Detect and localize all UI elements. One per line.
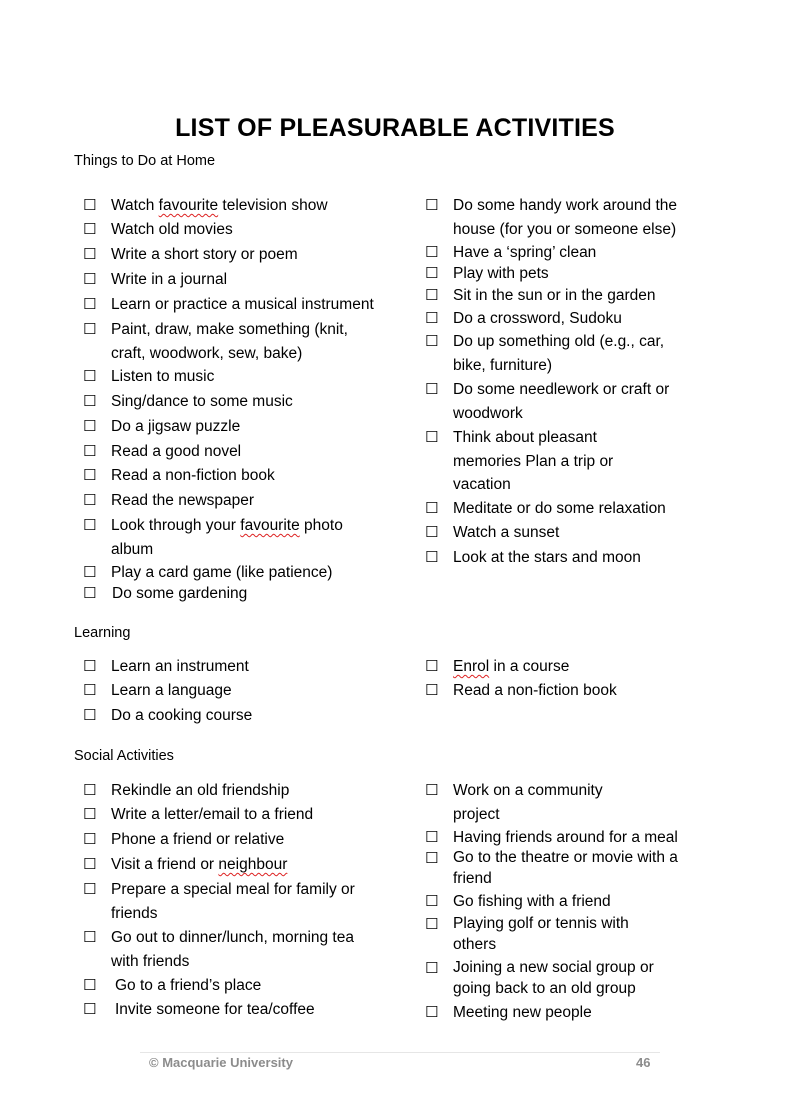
checkbox-icon[interactable]: ☐ (425, 781, 439, 799)
section-title-learning: Learning (74, 625, 131, 641)
checkbox-icon[interactable]: ☐ (425, 657, 439, 675)
checkbox-icon[interactable]: ☐ (83, 392, 97, 410)
checkbox-icon[interactable]: ☐ (83, 880, 97, 898)
checkbox-icon[interactable]: ☐ (425, 892, 439, 910)
checkbox-icon[interactable]: ☐ (83, 657, 97, 675)
checklist-item-label: Watch old movies (111, 221, 233, 238)
checkbox-icon[interactable]: ☐ (425, 309, 439, 327)
checkbox-icon[interactable]: ☐ (83, 855, 97, 873)
checklist-item-label: Sing/dance to some music (111, 393, 293, 410)
checklist-item-label: Write a letter/email to a friend (111, 806, 314, 823)
checkbox-icon[interactable]: ☐ (425, 915, 439, 933)
section-title-social: Social Activities (74, 748, 174, 764)
checklist-item-label: Go out to dinner/lunch, morning tea with friends (111, 929, 354, 970)
checkbox-icon[interactable]: ☐ (83, 1000, 97, 1018)
checklist-item-label: Do some needlework or craft or woodwork (453, 381, 670, 422)
checklist-item-label: Write in a journal (111, 271, 228, 288)
checklist-item-label: Do some gardening (112, 585, 248, 602)
checkbox-icon[interactable]: ☐ (83, 270, 97, 288)
checkbox-icon[interactable]: ☐ (83, 245, 97, 263)
checkbox-icon[interactable]: ☐ (425, 332, 439, 350)
page-title: LIST OF PLEASURABLE ACTIVITIES (175, 114, 615, 142)
checkbox-icon[interactable]: ☐ (425, 380, 439, 398)
checkbox-icon[interactable]: ☐ (83, 196, 97, 214)
checklist-item-label: Go fishing with a friend (453, 893, 611, 910)
checklist-item-label: Enrol in a course (453, 658, 570, 675)
checkbox-icon[interactable]: ☐ (425, 196, 439, 214)
checkbox-icon[interactable]: ☐ (83, 491, 97, 509)
checklist-item-label: Watch a sunset (453, 524, 560, 541)
checklist-item-label: Read a non-fiction book (111, 467, 275, 484)
checklist-item-label: Think about pleasant memories Plan a trip or vacation (453, 429, 614, 493)
checkbox-icon[interactable]: ☐ (425, 523, 439, 541)
checkbox-icon[interactable]: ☐ (425, 243, 439, 261)
checklist-item-label: Do a jigsaw puzzle (111, 418, 241, 435)
checklist-item-label: Having friends around for a meal (453, 829, 678, 846)
checklist-item-label: Sit in the sun or in the garden (453, 287, 656, 304)
checklist-item-label: Play a card game (like patience) (111, 564, 333, 581)
checkbox-icon[interactable]: ☐ (83, 295, 97, 313)
checklist-item-label: Go to a friend’s place (115, 977, 262, 994)
checkbox-icon[interactable]: ☐ (83, 830, 97, 848)
checklist-item-label: Read a non-fiction book (453, 682, 617, 699)
checkbox-icon[interactable]: ☐ (83, 320, 97, 338)
checkbox-icon[interactable]: ☐ (425, 849, 439, 867)
checklist-item-label: Do up something old (e.g., car, bike, furniture) (453, 333, 665, 374)
checkbox-icon[interactable]: ☐ (83, 563, 97, 581)
checklist-item-label: Meditate or do some relaxation (453, 500, 666, 517)
footer-page-number: 46 (636, 1055, 651, 1070)
checkbox-icon[interactable]: ☐ (425, 499, 439, 517)
checklist-item-label: Meeting new people (453, 1004, 592, 1021)
checkbox-icon[interactable]: ☐ (83, 367, 97, 385)
checklist-item-label: Go to the theatre or movie with a friend (453, 849, 678, 887)
checklist-item-label: Write a short story or poem (111, 246, 298, 263)
checklist-item-label: Have a ‘spring’ clean (453, 244, 597, 261)
checklist-item-label: Work on a community project (453, 782, 603, 823)
checklist-item-label: Do a cooking course (111, 707, 253, 724)
footer-divider (140, 1052, 660, 1053)
checkbox-icon[interactable]: ☐ (425, 959, 439, 977)
checklist-item-label: Read the newspaper (111, 492, 255, 509)
checkbox-icon[interactable]: ☐ (83, 681, 97, 699)
section-title-home: Things to Do at Home (74, 153, 216, 169)
checklist-item-label: Read a good novel (111, 443, 242, 460)
checklist-item-label: Invite someone for tea/coffee (115, 1001, 315, 1018)
checklist-item-label: Visit a friend or neighbour (111, 856, 288, 873)
checklist-item-label: Watch favourite television show (111, 197, 328, 214)
checkbox-icon[interactable]: ☐ (83, 417, 97, 435)
checkbox-icon[interactable]: ☐ (83, 976, 97, 994)
checklist-item-label: Learn an instrument (111, 658, 249, 675)
checkbox-icon[interactable]: ☐ (425, 428, 439, 446)
checklist-item-label: Look through your favourite photo album (111, 517, 343, 558)
checkbox-icon[interactable]: ☐ (83, 781, 97, 799)
checklist-item-label: Phone a friend or relative (111, 831, 285, 848)
checkbox-icon[interactable]: ☐ (425, 286, 439, 304)
checklist-item-label: Do a crossword, Sudoku (453, 310, 622, 327)
checkbox-icon[interactable]: ☐ (83, 584, 97, 602)
checkbox-icon[interactable]: ☐ (83, 516, 97, 534)
checkbox-icon[interactable]: ☐ (425, 548, 439, 566)
checkbox-icon[interactable]: ☐ (425, 1003, 439, 1021)
checklist-item-label: Paint, draw, make something (knit, craft, woodwork, sew, bake) (111, 321, 348, 362)
checklist-item-label: Prepare a special meal for family or friends (111, 881, 355, 922)
checklist-item-label: Look at the stars and moon (453, 549, 641, 566)
checkbox-icon[interactable]: ☐ (83, 466, 97, 484)
checkbox-icon[interactable]: ☐ (425, 264, 439, 282)
checklist-item-label: Listen to music (111, 368, 215, 385)
checklist-item-label: Playing golf or tennis with others (453, 915, 629, 953)
checkbox-icon[interactable]: ☐ (425, 681, 439, 699)
checkbox-icon[interactable]: ☐ (83, 442, 97, 460)
checklist-item-label: Learn a language (111, 682, 232, 699)
checkbox-icon[interactable]: ☐ (83, 805, 97, 823)
checklist-item-label: Learn or practice a musical instrument (111, 296, 374, 313)
checkbox-icon[interactable]: ☐ (83, 220, 97, 238)
footer-copyright: © Macquarie University (149, 1055, 293, 1070)
checklist-item-label: Play with pets (453, 265, 549, 282)
checkbox-icon[interactable]: ☐ (83, 928, 97, 946)
checkbox-icon[interactable]: ☐ (425, 828, 439, 846)
checklist-item-label: Joining a new social group or going back to an old group (453, 959, 654, 997)
checklist-item-label: Rekindle an old friendship (111, 782, 290, 799)
checklist-item-label: Do some handy work around the house (for you or someone else) (453, 197, 678, 238)
checkbox-icon[interactable]: ☐ (83, 706, 97, 724)
